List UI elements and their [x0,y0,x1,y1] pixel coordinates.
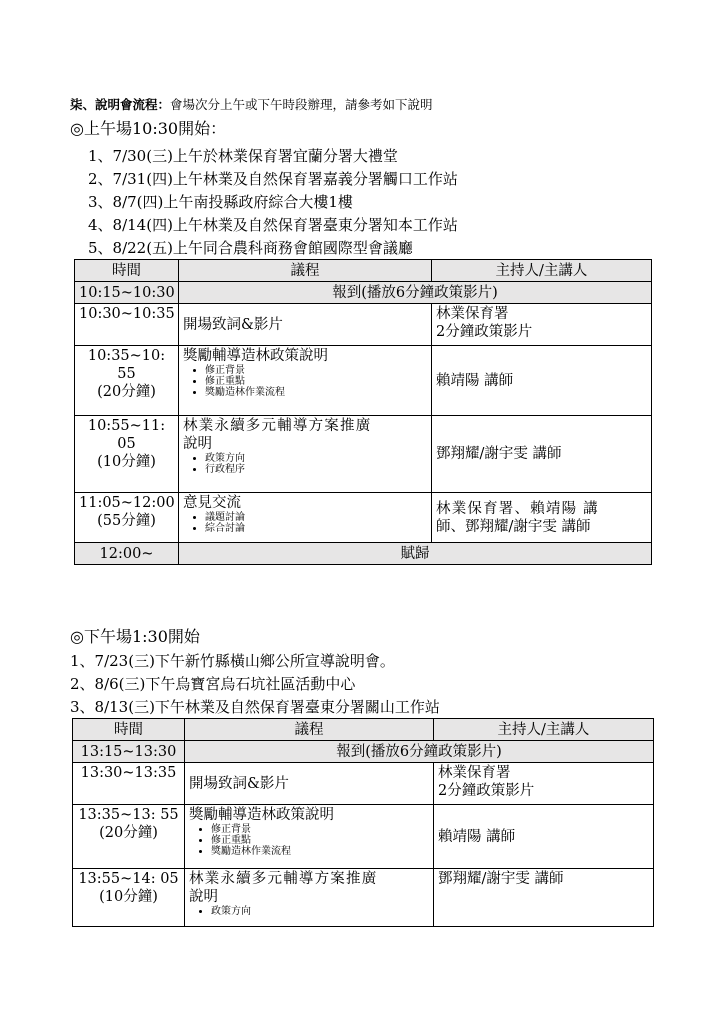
bullet-item: • 行政程序 [205,464,427,475]
table-row [75,346,652,416]
table-row [73,869,654,927]
row-time-line: 11:05~12:00 [79,495,175,511]
morning-session-4: 4、8/14(四)上午林業及自然保育署臺東分署知本工作站 [88,216,458,234]
section-heading [70,96,433,114]
morning-session-1: 1、7/30(三)上午於林業保育署宜蘭分署大禮堂 [88,147,398,165]
row-agenda [185,805,434,869]
header-time: 時間 [73,719,185,741]
row-time [75,416,179,493]
row-time [75,493,179,543]
row-agenda: 開場致詞&影片 [185,763,434,805]
row-agenda-title: 林業永續多元輔導方案推廣 [189,871,378,887]
table-row [73,741,654,763]
header-time: 時間 [75,260,179,282]
row-time-line: (20分鐘) [97,384,156,400]
afternoon-schedule-table [72,718,654,927]
table-row [73,763,654,805]
row-host-line: 林業保育署 [438,765,511,781]
row-host-line: 師、鄧翔耀/謝宇雯 講師 [436,518,591,535]
row-agenda: 賦歸 [179,543,652,565]
row-agenda-title: 意見交流 [183,495,241,511]
row-time: 13:30~13:35 [73,763,185,805]
row-agenda-title: 說明 [183,436,212,452]
row-time-line: 13:55~14: 05 [78,871,179,887]
bullet-list [189,906,429,917]
row-agenda [185,869,434,927]
bullet-item: • 政策方向 [211,906,429,917]
bullet-item: • 綜合討論 [205,523,427,534]
bullet-list [189,824,429,857]
row-agenda: 報到(播放6分鐘政策影片) [179,282,652,304]
row-time: 12:00~ [75,543,179,565]
row-time-line: 05 [117,436,136,452]
row-time: 10:15~10:30 [75,282,179,304]
row-host: 賴靖陽 講師 [432,346,652,416]
bullet-item: • 獎勵造林作業流程 [211,846,429,857]
row-agenda: 開場致詞&影片 [179,304,432,346]
table-row [75,543,652,565]
row-host [432,304,652,346]
bullet-item: • 修正背景 [211,824,429,835]
morning-title: ◎上午場10:30開始： [70,119,227,138]
bullet-item: • 修正重點 [205,376,427,387]
table-row [75,282,652,304]
header-host: 主持人/主講人 [432,260,652,282]
header-agenda: 議程 [179,260,432,282]
morning-session-2: 2、7/31(四)上午林業及自然保育署嘉義分署觸口工作站 [88,170,458,188]
row-host-line: 林業保育署 [436,306,509,322]
row-time [73,869,185,927]
afternoon-session-2: 2、8/6(三)下午烏寶宮烏石坑社區活動中心 [70,675,356,693]
bullet-item: • 政策方向 [205,453,427,464]
row-agenda-title: 林業永續多元輔導方案推廣 [183,418,372,434]
afternoon-session-1: 1、7/23(三)下午新竹縣橫山鄉公所宣導說明會。 [70,652,395,670]
row-time-line: 10:35~10: [87,348,166,364]
table-row [75,304,652,346]
morning-session-5: 5、8/22(五)上午同合農科商務會館國際型會議廳 [88,239,413,257]
row-host-line: 2分鐘政策影片 [438,783,535,799]
row-agenda-title: 說明 [189,889,218,905]
row-time: 10:30~10:35 [75,304,179,346]
header-host: 主持人/主講人 [434,719,654,741]
row-host: 賴靖陽 講師 [434,805,654,869]
afternoon-title: ◎下午場1:30開始 [70,627,200,646]
bullet-list [183,512,427,534]
bullet-item: • 修正重點 [211,835,429,846]
section-heading-text: 會場次分上午或下午時段辦理，請參考如下說明 [170,97,433,112]
row-time [73,805,185,869]
row-time-line: (55分鐘) [97,513,156,529]
morning-schedule-table [74,259,652,565]
row-host: 鄧翔耀/謝宇雯 講師 [434,869,654,927]
row-time [75,346,179,416]
row-agenda [179,493,432,543]
row-time-line: (20分鐘) [99,825,158,841]
row-time-line: (10分鐘) [97,454,156,470]
bullet-item: • 議題討論 [205,512,427,523]
row-agenda-title: 獎勵輔導造林政策說明 [189,807,334,823]
row-time-line: 13:35~13: 55 [78,807,179,823]
bullet-list [183,365,427,398]
bullet-item: • 獎勵造林作業流程 [205,387,427,398]
row-agenda: 報到(播放6分鐘政策影片) [185,741,654,763]
row-time-line: 55 [117,366,136,382]
row-host: 鄧翔耀/謝宇雯 講師 [432,416,652,493]
afternoon-session-3: 3、8/13(三)下午林業及自然保育署臺東分署關山工作站 [70,698,440,716]
bullet-list [183,453,427,475]
row-time: 13:15~13:30 [73,741,185,763]
row-host [434,763,654,805]
row-host-line: 林業保育署、賴靖陽 講 [436,500,599,517]
row-time-line: (10分鐘) [99,889,158,905]
row-agenda-title: 獎勵輔導造林政策說明 [183,348,328,364]
row-time-line: 10:55~11: [87,418,166,434]
table-row [75,493,652,543]
row-host-line: 2分鐘政策影片 [436,324,533,340]
row-agenda [179,416,432,493]
header-agenda: 議程 [185,719,434,741]
table-row [73,805,654,869]
bullet-item: • 修正背景 [205,365,427,376]
section-heading-label: 柒、說明會流程： [70,97,171,112]
row-host [432,493,652,543]
table-row [75,416,652,493]
morning-session-3: 3、8/7(四)上午南投縣政府綜合大樓1樓 [88,193,353,211]
row-agenda [179,346,432,416]
